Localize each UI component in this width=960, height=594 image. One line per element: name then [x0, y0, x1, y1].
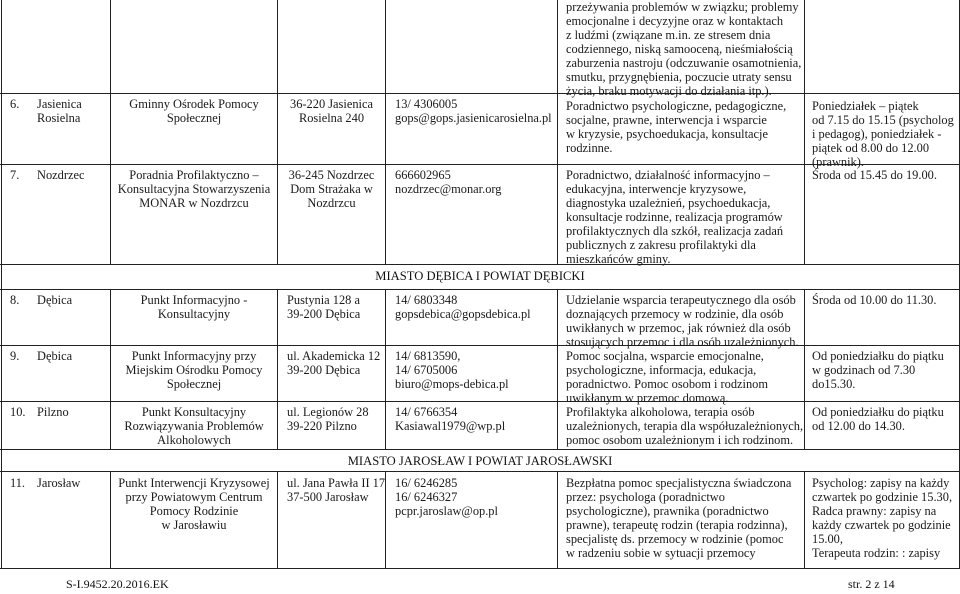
text-line: edukacyjna, interwencje kryzysowe, — [566, 182, 747, 196]
text-line: Psycholog: zapisy na każdy — [812, 476, 950, 490]
contact-cell — [395, 97, 552, 125]
text-line: 37-500 Jarosław — [287, 490, 369, 504]
contact-cell — [395, 293, 531, 321]
text-line: Nozdrzec — [37, 168, 85, 182]
text-line: konsultacje rodzinne, realizacja programów — [566, 210, 783, 224]
text-line: uwikłanym w przemoc domową. — [566, 391, 729, 405]
services-cell — [566, 349, 768, 405]
column-divider — [557, 471, 558, 568]
text-line: przy Powiatowym Centrum — [125, 490, 263, 504]
text-line: ul. Legionów 28 — [287, 405, 369, 419]
text-line: uwikłanych w przemoc, jak również dla osób — [566, 321, 791, 335]
text-line: Alkoholowych — [157, 433, 231, 447]
text-line: Rosielna — [37, 111, 81, 125]
institution-name — [111, 97, 277, 125]
institution-name — [111, 405, 277, 447]
text-line: (prawnik). — [812, 155, 864, 169]
address-cell — [287, 349, 380, 377]
address-cell — [287, 476, 385, 504]
address-cell — [287, 293, 360, 321]
services-cell — [566, 405, 803, 447]
text-line: 36-245 Nozdrzec — [288, 168, 375, 182]
text-line: od 7.15 do 15.15 (psycholog — [812, 113, 954, 127]
text-line: od 12.00 do 14.30. — [812, 419, 905, 433]
hours-cell — [812, 293, 936, 307]
text-line: Rozwiązywania Problemów — [124, 419, 264, 433]
text-line: ul. Akademicka 12 — [287, 349, 381, 363]
text-line: rodzinne. — [566, 141, 613, 155]
contact-cell — [395, 405, 505, 433]
text-line: każdy czwartek po godzinie — [812, 518, 951, 532]
text-line: 14/ 6813590, — [395, 349, 461, 363]
text-line: Profilaktyka alkoholowa, terapia osób — [566, 405, 755, 419]
text-line: prawne), terapeutę rodzin (terapia rodzinna), — [566, 518, 788, 532]
hours-cell — [812, 99, 954, 169]
text-line: diagnostyka uzależnień, psychoedukacja, — [566, 196, 771, 210]
city-cell — [37, 168, 84, 182]
text-line: Społecznej — [166, 111, 222, 125]
section-heading-jaroslaw: MIASTO JAROSŁAW I POWIAT JAROSŁAWSKI — [347, 454, 613, 468]
services-continuation — [566, 0, 801, 98]
text-line: smutku, przygnębienia, poczucie utraty sensu — [566, 70, 792, 84]
email-link[interactable]: Kasiawal1979@wp.pl — [395, 419, 506, 433]
row-divider — [0, 401, 960, 402]
text-line: publicznych z zakresu profilaktyki dla — [566, 238, 756, 252]
text-line: i pedagog), poniedziałek - — [812, 127, 942, 141]
column-divider — [385, 471, 386, 568]
row-divider — [0, 449, 960, 450]
text-line: w kryzysie, psychoedukacja, konsultacje — [566, 127, 768, 141]
row-divider — [0, 471, 960, 472]
services-cell — [566, 476, 791, 560]
city-cell — [37, 293, 72, 307]
text-line: Pomocy Rodzinie — [149, 504, 239, 518]
text-line: Radca prawny: zapisy na — [812, 504, 937, 518]
city-cell — [37, 476, 80, 490]
text-line: doznających przemocy w rodzinie, dla osób — [566, 307, 784, 321]
column-divider — [1, 0, 2, 568]
row-number: 11. — [10, 476, 26, 490]
text-line: Pilzno — [37, 405, 69, 419]
row-number: 6. — [10, 97, 20, 111]
text-line: do15.30. — [812, 377, 856, 391]
hours-cell — [812, 405, 944, 433]
text-line: Udzielanie wsparcia terapeutycznego dla osób — [566, 293, 796, 307]
text-line: 666602965 — [395, 168, 451, 182]
column-divider — [804, 0, 805, 264]
contact-cell — [395, 476, 498, 518]
city-cell — [37, 405, 69, 419]
text-line: Poradnictwo, działalność informacyjno – — [566, 168, 770, 182]
row-divider — [0, 345, 960, 346]
text-line: Gminny Ośrodek Pomocy — [129, 97, 259, 111]
text-line: Nozdrzcu — [307, 196, 356, 210]
text-line: Konsultacyjny — [157, 307, 231, 321]
text-line: w godzinach od 7.30 — [812, 363, 916, 377]
contact-cell — [395, 168, 501, 196]
email-link[interactable]: biuro@mops-debica.pl — [395, 377, 509, 391]
text-line: Pustynia 128 a — [287, 293, 360, 307]
institution-name — [111, 168, 277, 210]
text-line: psychologiczne), prawnika (poradnictwo — [566, 504, 769, 518]
text-line: 16/ 6246327 — [395, 490, 458, 504]
institution-name — [111, 293, 277, 321]
row-divider — [0, 289, 960, 290]
text-line: 39-220 Pilzno — [287, 419, 357, 433]
city-cell — [37, 97, 82, 125]
hours-cell — [812, 476, 952, 560]
row-number: 8. — [10, 293, 20, 307]
text-line: 39-200 Dębica — [287, 363, 361, 377]
city-cell — [37, 349, 72, 363]
column-divider — [277, 0, 278, 264]
text-line: Miejskim Ośrodku Pomocy — [125, 363, 263, 377]
hours-cell — [812, 168, 937, 182]
table-bottom-border — [0, 568, 960, 569]
column-divider — [557, 0, 558, 264]
text-line: piątek od 8.00 do 12.00 — [812, 141, 930, 155]
services-cell — [566, 168, 783, 266]
text-line: pomoc osobom uzależnionym i ich rodzinom. — [566, 433, 794, 447]
text-line: Poniedziałek – piątek — [812, 99, 919, 113]
text-line: 13/ 4306005 — [395, 97, 458, 111]
text-line: codziennego, niską samooceną, nieśmiałością — [566, 42, 793, 56]
address-cell — [278, 97, 385, 125]
text-line: Od poniedziałku do piątku — [812, 405, 944, 419]
text-line: 39-200 Dębica — [287, 307, 361, 321]
text-line: MONAR w Nozdrzcu — [139, 196, 249, 210]
text-line: emocjonalne i decyzyjne oraz w kontaktach — [566, 14, 784, 28]
text-line: poradnictwo. Pomoc osobom i rodzinom — [566, 377, 769, 391]
email-link[interactable]: gopsdebica@gopsdebica.pl — [395, 307, 531, 321]
column-divider — [385, 0, 386, 264]
address-cell — [287, 405, 369, 433]
text-line: w radzeniu sobie w sytuacji przemocy — [566, 546, 756, 560]
text-line: Dom Strażaka w — [290, 182, 373, 196]
text-line: Jasienica — [37, 97, 82, 111]
text-line: Poradnictwo psychologiczne, pedagogiczne, — [566, 99, 787, 113]
text-line: Punkt Konsultacyjny — [141, 405, 247, 419]
text-line: 14/ 6766354 — [395, 405, 458, 419]
text-line: Dębica — [37, 349, 73, 363]
email-link[interactable]: nozdrzec@monar.org — [395, 182, 502, 196]
services-cell — [566, 293, 799, 349]
text-line: Punkt Informacyjny przy — [131, 349, 257, 363]
text-line: Punkt Informacyjno - — [140, 293, 248, 307]
institution-name — [111, 476, 277, 532]
text-line: Społecznej — [166, 377, 222, 391]
column-divider — [557, 289, 558, 449]
text-line: Pomoc socjalna, wsparcie emocjonalne, — [566, 349, 764, 363]
column-divider — [277, 289, 278, 449]
column-divider — [804, 289, 805, 449]
text-line: 36-220 Jasienica — [290, 97, 373, 111]
row-number: 9. — [10, 349, 20, 363]
text-line: Punkt Interwencji Kryzysowej — [118, 476, 270, 490]
text-line: Dębica — [37, 293, 73, 307]
text-line: czwartek po godzinie 15.30, — [812, 490, 953, 504]
column-divider — [277, 471, 278, 568]
section-heading-debica: MIASTO DĘBICA I POWIAT DĘBICKI — [375, 269, 585, 283]
column-divider — [110, 0, 111, 264]
text-line: socjalne, prawne, interwencja i wsparcie — [566, 113, 767, 127]
text-line: zaburzenia nastroju (odczuwanie osamotnienia, — [566, 56, 802, 70]
services-cell — [566, 99, 786, 155]
hours-cell — [812, 349, 944, 391]
text-line: psychologiczne, informacja, edukacja, — [566, 363, 757, 377]
email-link[interactable]: pcpr.jaroslaw@op.pl — [395, 504, 498, 518]
text-line: Rosielna 240 — [298, 111, 365, 125]
row-number: 10. — [10, 405, 26, 419]
text-line: Poradnia Profilaktyczno – — [129, 168, 259, 182]
contact-cell — [395, 349, 509, 391]
text-line: ul. Jana Pawła II 17 — [287, 476, 386, 490]
text-line: 15.00, — [812, 532, 843, 546]
row-divider — [0, 93, 960, 94]
text-line: Bezpłatna pomoc specjalistyczna świadczona — [566, 476, 792, 490]
text-line: 14/ 6705006 — [395, 363, 458, 377]
text-line: uzależnionych, terapia dla współuzależnionych, — [566, 419, 804, 433]
text-line: z ludźmi (związane m.in. ze stresem dnia — [566, 28, 771, 42]
text-line: stosujących przemoc i dla osób uzależnionych. — [566, 335, 799, 349]
text-line: 16/ 6246285 — [395, 476, 458, 490]
text-line: przeżywania problemów w związku; problemy — [566, 0, 799, 14]
text-line: Środa od 15.45 do 19.00. — [812, 168, 937, 182]
column-divider — [385, 289, 386, 449]
text-line: Od poniedziałku do piątku — [812, 349, 944, 363]
text-line: życia, braku motywacji do działania itp.). — [566, 84, 772, 98]
page-number: str. 2 z 14 — [848, 577, 895, 591]
text-line: 14/ 6803348 — [395, 293, 458, 307]
text-line: Terapeuta rodzin: : zapisy — [812, 546, 941, 560]
institution-name — [111, 349, 277, 391]
text-line: specjalistę ds. przemocy w rodzinie (pomoc — [566, 532, 784, 546]
text-line: przez: psychologa (poradnictwo — [566, 490, 725, 504]
text-line: Jarosław — [37, 476, 81, 490]
email-link[interactable]: gops@gops.jasienicarosielna.pl — [395, 111, 552, 125]
text-line: Konsultacyjna Stowarzyszenia — [117, 182, 271, 196]
text-line: Środa od 10.00 do 11.30. — [812, 293, 937, 307]
address-cell — [278, 168, 385, 210]
row-number: 7. — [10, 168, 20, 182]
document-reference: S-I.9452.20.2016.EK — [66, 577, 169, 591]
row-divider — [0, 264, 960, 265]
text-line: profilaktycznych dla szkół, realizacja zadań — [566, 224, 784, 238]
column-divider — [804, 471, 805, 568]
text-line: w Jarosławiu — [161, 518, 227, 532]
text-line: mieszkańców gminy. — [566, 252, 671, 266]
